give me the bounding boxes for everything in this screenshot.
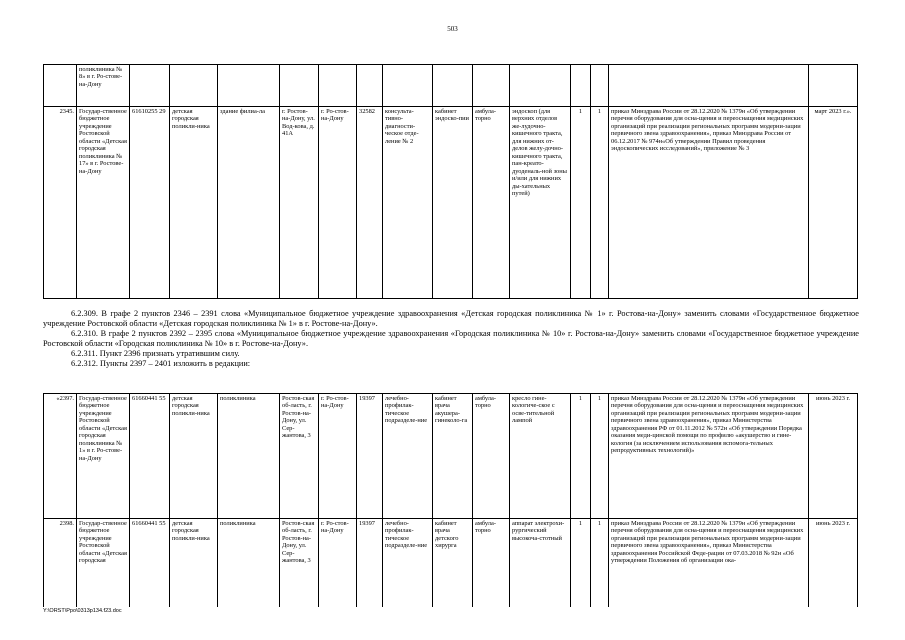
cell-type: детская городская поликли-ника (170, 107, 218, 299)
paragraph: 6.2.312. Пункты 2397 – 2401 изложить в редакции: (71, 359, 251, 368)
cell-mode: амбула-торно (473, 519, 510, 607)
cell-name: Государ-ственное бюджетное учреждение Ростовской области «Детская городская поликлиника № 1» в г. Ро-стове-на-Дону (77, 394, 130, 519)
cell-code: 61610255 29 (130, 107, 170, 299)
cell-date: июнь 2023 г. (809, 394, 858, 519)
cell-qty-2: 1 (591, 519, 609, 607)
cell-name: Государ-ственное бюджетное учреждение Ростовской области «Детская городская (77, 519, 130, 607)
cell-address: г. Ростов-на-Дону, ул. Вод-кова, д. 41А (280, 107, 319, 299)
cell-name: Государ-ственное бюджетное учреждение Ростовской области «Детская городская поликлиника № 17» в г. Ростове-на-Дону (77, 107, 130, 299)
cell-city: г. Ро-стов-на-Дону (319, 394, 357, 519)
cell-equipment: кресло гине-кологиче-ское с осве-тительной лампой (510, 394, 571, 519)
amendment-text (43, 309, 859, 369)
cell-basis: приказ Минздрава России от 28.12.2020 № 1379н «Об утверждении перечня оборудования для осна-щения и переоснащения медицинских организаций при реализации региональных программ модерни-зации первичного звена здравоохранения», приказ Минздрава России от 06.12.2017 № 974н«Об утверждении Правил проведения эндоскопических исследований», приложение № 3 (609, 107, 809, 299)
cell-dept: лечебно-профилак-тическое подразделе-ние (383, 519, 433, 607)
cell-date: июнь 2023 г. (809, 519, 858, 607)
cell-code: 61660441 55 (130, 519, 170, 607)
cell-building: поликлиника (218, 394, 280, 519)
cell-building: здание филиа-ла (218, 107, 280, 299)
paragraph: 6.2.309. В графе 2 пунктов 2346 – 2391 слова «Муниципальное бюджетное учреждение здравоохранения «Детская городская поликлиника № 1» г. Ростова-на-Дону» заменить словами «Государственное бюджетное учреждение Ростовской области «Детская городская поликлиника № 1» в г. Ростове-на-Дону». (43, 309, 859, 328)
cell-qty-1: 1 (571, 394, 591, 519)
cell-qty-1: 1 (571, 519, 591, 607)
cell-city: г. Ро-стов-на-Дону (319, 519, 357, 607)
cell-code2: 32582 (357, 107, 383, 299)
cell-address: Ростов-ская об-ласть, г. Ростов-на-Дону, ул. Сер-жантова, 3 (280, 519, 319, 607)
equipment-table-new (43, 393, 858, 607)
cell-date: март 2023 г.». (809, 107, 858, 299)
cell-type: детская городская поликли-ника (170, 394, 218, 519)
table-row (44, 65, 858, 107)
cell-dept: лечебно-профилак-тическое подразделе-ние (383, 394, 433, 519)
paragraph: 6.2.310. В графе 2 пунктов 2392 – 2395 слова «Муниципальное бюджетное учреждение здравоохранения «Городская поликлиника № 10» г. Ростова-на-Дону» заменить словами «Государственное бюджетное учреждение Ростовской области «Городская поликлиника № 10» в г. Ростове-на-Дону». (43, 329, 859, 348)
cell-qty-1: 1 (571, 107, 591, 299)
cell-equipment: эндоскоп (для верхних отделов же-лудочно-кишечного тракта, для нижних от-делов желу-дочно-кишечного тракта, пан-креато-дуоденаль-ной зоны и/или для нижних ды-хательных путей) (510, 107, 571, 299)
cell-room: кабинет врача детского хирурга (433, 519, 473, 607)
cell-num: 2398. (44, 519, 77, 607)
cell-qty-2: 1 (591, 394, 609, 519)
cell-type: детская городская поликли-ника (170, 519, 218, 607)
cell-code2: 19397 (357, 394, 383, 519)
paragraph: 6.2.311. Пункт 2396 признать утратившим силу. (71, 349, 240, 358)
cell-city: г. Ро-стов-на-Дону (319, 107, 357, 299)
cell-num: «2397. (44, 394, 77, 519)
equipment-table-continued (43, 64, 858, 299)
cell-code: 61660441 55 (130, 394, 170, 519)
cell-code2: 19397 (357, 519, 383, 607)
cell-basis: приказ Минздрава России от 28.12.2020 № 1379н «Об утверждении перечня оборудования для осна-щения и переоснащения медицинских организаций при реализации региональных программ модерни-зации первичного звена здравоохранения», приказ Министерства здравоохранения РФ от 01.11.2012 № 572н «Об утверждении Порядка оказания меди-цинской помощи по профилю «акушерство и гине-кология (за исключением использования вспомога-тельных репродуктивных технологий)» (609, 394, 809, 519)
cell-building: поликлиника (218, 519, 280, 607)
cell-num: 2345. (44, 107, 77, 299)
cell-address: Ростов-ская об-ласть, г. Ростов-на-Дону, ул. Сер-жантова, 3 (280, 394, 319, 519)
table-row (44, 107, 858, 299)
cell-room: кабинет эндоско-пии (433, 107, 473, 299)
cell-basis: приказ Минздрава России от 28.12.2020 № 1379н «Об утверждении перечня оборудования для осна-щения и переоснащения медицинских организаций при реализации региональных программ модерни-зации первичного звена здравоохранения», приказ Министерства здравоохранения Российской Феде-рации от 07.03.2018 № 92н «Об утверждении Положения об организации ока- (609, 519, 809, 607)
table-row (44, 394, 858, 519)
page-number: 503 (447, 25, 458, 33)
cell-name: поликлиника № 8» в г. Ро-стове-на-Дону (77, 65, 130, 107)
cell-equipment: аппарат электрохи-рургический высокоча-стотный (510, 519, 571, 607)
file-path-footer: Y:\ORST\Ppo\0313p134.f23.doc (43, 608, 122, 614)
cell-mode: амбула-торно (473, 107, 510, 299)
cell-qty-2: 1 (591, 107, 609, 299)
cell-dept: консульта-тивно-диагности-ческое отде-ление № 2 (383, 107, 433, 299)
table-row (44, 519, 858, 607)
cell-mode: амбула-торно (473, 394, 510, 519)
cell-room: кабинет врача акушера-гинеколо-га (433, 394, 473, 519)
